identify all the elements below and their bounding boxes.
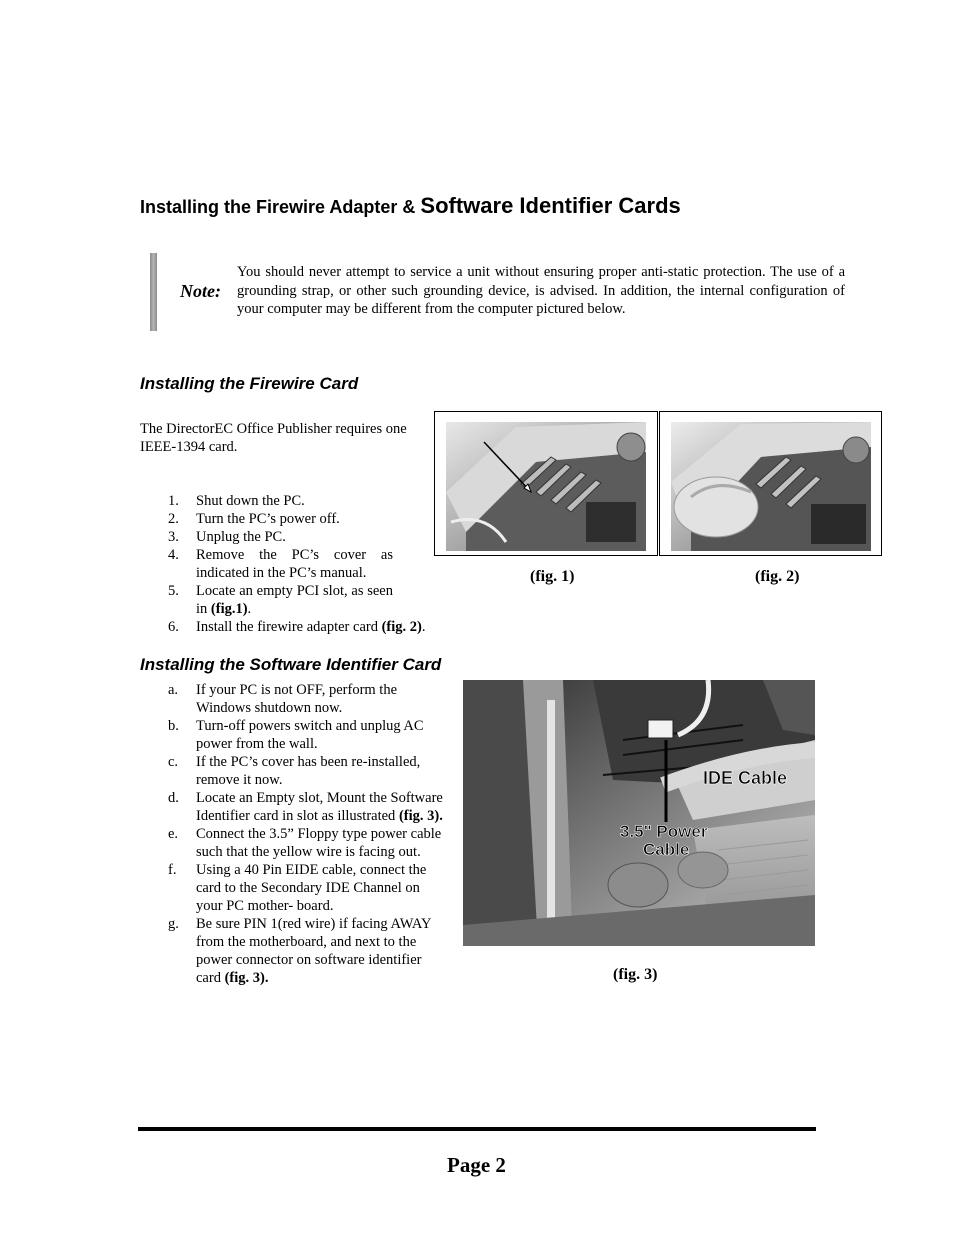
firewire-intro: The DirectorEC Office Publisher requires one IEEE-1394 card. [140,421,407,455]
list-item [140,753,450,789]
step-number: 6. [168,619,179,635]
step-tail: . [421,619,426,635]
note-bar [150,253,157,331]
step-tail: . [247,601,252,617]
list-item [140,825,450,861]
software-heading: Installing the Software Identifier Card [140,655,442,674]
title-part-2: Software Identifier Cards [420,193,681,218]
fig1-frame [434,411,658,556]
step-text: Turn-off powers switch and unplug AC power from the wall. [196,718,424,752]
fig2-photo [671,422,871,551]
fig2-caption: (fig. 2) [755,568,800,585]
step-number: 2. [168,511,179,527]
step-letter: a. [168,682,179,698]
step-text: Unplug the PC. [196,529,286,545]
step-text: Shut down the PC. [196,493,305,509]
firewire-steps [140,492,426,636]
step-text: Connect the 3.5” Floppy type power cable such that the yellow wire is facing out. [196,826,442,860]
step-text: If the PC’s cover has been re-installed, remove it now. [196,754,421,788]
title-part-1: Installing the Firewire Adapter & [140,197,421,217]
fig3-photo [463,680,815,946]
step-text: Be sure PIN 1(red wire) if facing AWAY from the motherboard, and next to the power connector on software identifier card [196,916,431,986]
step-number: 1. [168,493,179,509]
list-item [140,861,450,915]
footer-rule [138,1127,816,1131]
list-item [140,510,393,528]
step-text: If your PC is not OFF, perform the Windows shutdown now. [196,682,398,716]
firewire-heading: Installing the Firewire Card [140,374,359,393]
step-number: 4. [168,547,179,563]
note-text: You should never attempt to service a unit without ensuring proper anti-static protection. The use of a grounding strap, or other such grounding device, is advised. In addition, the internal configuration of your computer may be different from the computer pictured below. [237,264,845,317]
step-number: 3. [168,529,179,545]
step-fig-ref: (fig.1) [210,601,248,617]
fig2-frame [659,411,882,556]
fig3-caption: (fig. 3) [613,966,658,983]
step-text: Locate an empty PCI slot, as seen in [196,583,393,617]
step-text: Locate an Empty slot, Mount the Software Identifier card in slot as illustrated [196,790,443,824]
step-fig-ref: (fig. 3). [398,808,443,824]
step-fig-ref: (fig. 2) [381,619,422,635]
step-text: Install the firewire adapter card [196,619,382,635]
list-item [140,528,393,546]
page-title [140,193,681,219]
step-letter: b. [168,718,179,734]
step-letter: g. [168,916,179,932]
list-item [140,492,393,510]
step-letter: d. [168,790,179,806]
page-number: Page 2 [447,1153,506,1177]
power-cable-label-2: Cable [643,840,690,859]
list-item [140,915,450,987]
step-text: Using a 40 Pin EIDE cable, connect the card to the Secondary IDE Channel on your PC mother- board. [196,862,427,914]
list-item [140,717,450,753]
list-item [140,546,393,582]
fig1-photo [446,422,646,551]
step-letter: e. [168,826,179,842]
step-letter: c. [168,754,179,770]
ide-cable-label: IDE Cable [703,768,788,788]
step-text: Remove the PC’s cover as indicated in the PC’s manual. [196,547,393,581]
list-item [140,681,450,717]
fig1-caption: (fig. 1) [530,568,575,585]
step-fig-ref: (fig. 3). [224,970,269,986]
power-cable-label-1: 3.5" Power [620,822,708,841]
list-item [140,618,426,636]
step-text: Turn the PC’s power off. [196,511,340,527]
software-steps [140,681,450,987]
step-letter: f. [168,862,177,878]
step-number: 5. [168,583,179,599]
list-item [140,582,393,618]
list-item [140,789,450,825]
note-label: Note: [180,281,221,301]
